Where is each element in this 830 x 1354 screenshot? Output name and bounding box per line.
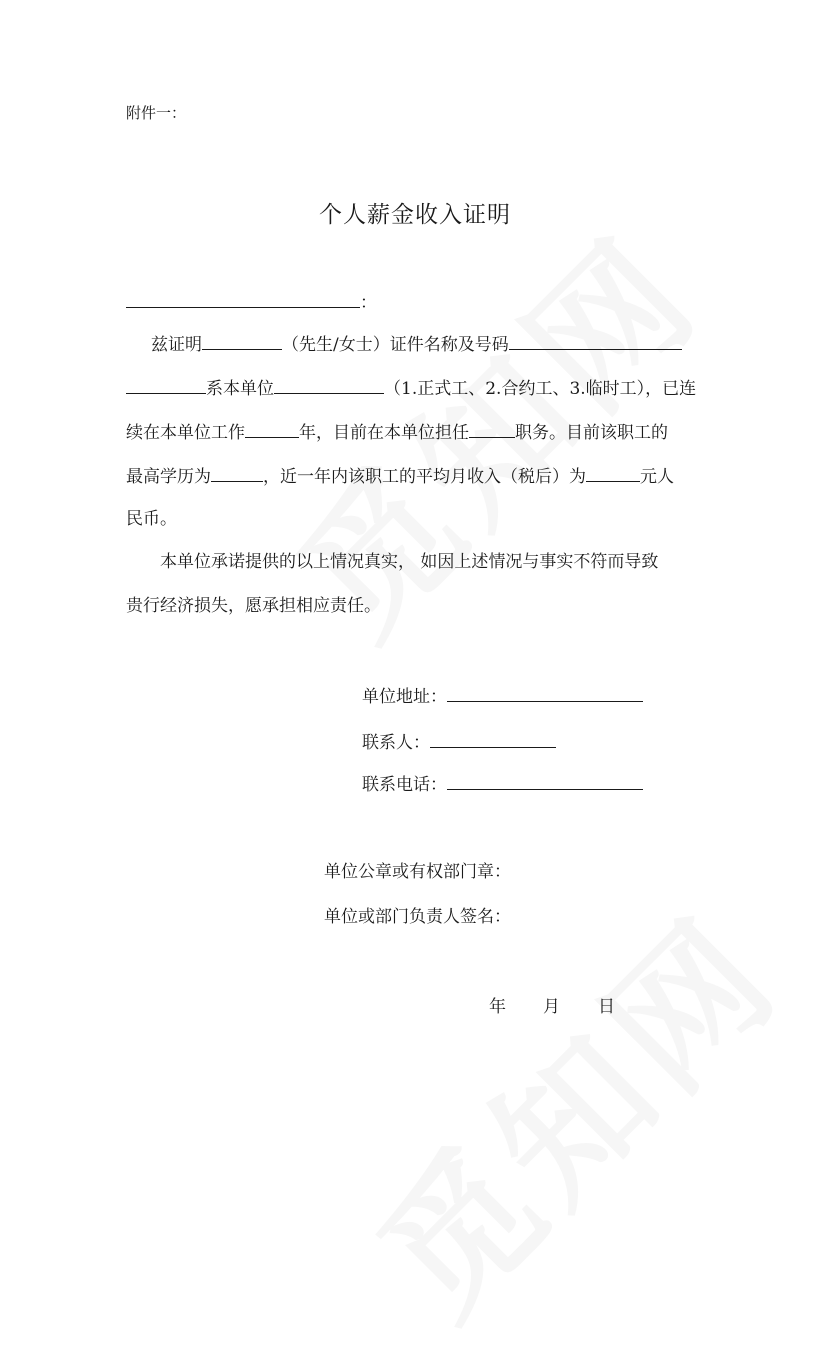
- body-text: 年，目前在本单位担任: [299, 423, 469, 443]
- position-blank[interactable]: [469, 419, 515, 438]
- page-title: 个人薪金收入证明: [319, 202, 511, 228]
- date-month: 月: [543, 997, 560, 1017]
- body-text: （1.正式工、2.合约工、3.临时工），已连: [384, 379, 697, 399]
- addressee-colon: ：: [360, 293, 377, 313]
- body-line-1: [151, 331, 682, 357]
- income-blank[interactable]: [586, 463, 640, 482]
- address-label: 单位地址：: [362, 687, 447, 707]
- signature-label: 单位或部门负责人签名：: [324, 907, 511, 927]
- date-year: 年: [489, 997, 506, 1017]
- phone-label: 联系电话：: [362, 775, 447, 795]
- body-line-2: [126, 375, 696, 401]
- education-blank[interactable]: [211, 463, 263, 482]
- phone-blank[interactable]: [447, 771, 643, 790]
- body-text: 最高学历为: [126, 467, 211, 487]
- body-text: 系本单位: [206, 379, 274, 399]
- contact-person-row: [362, 729, 556, 755]
- address-row: [362, 683, 643, 709]
- addressee-line: [126, 289, 377, 315]
- contact-person-blank[interactable]: [430, 729, 556, 748]
- body-text: 元人: [640, 467, 674, 487]
- body-line-4: [126, 463, 674, 489]
- name-blank[interactable]: [202, 331, 282, 350]
- body-text: 职务。目前该职工的: [515, 423, 668, 443]
- body-line-7: 贵行经济损失，愿承担相应责任。: [126, 596, 381, 616]
- id-number-blank[interactable]: [509, 331, 682, 350]
- body-line-5: 民币。: [126, 509, 177, 529]
- address-blank[interactable]: [447, 683, 643, 702]
- body-text: 兹证明: [151, 335, 202, 355]
- employment-type-blank[interactable]: [274, 375, 384, 394]
- addressee-blank[interactable]: [126, 289, 360, 308]
- body-text: （先生/女士）证件名称及号码: [282, 335, 509, 355]
- years-blank[interactable]: [245, 419, 299, 438]
- body-line-3: [126, 419, 668, 445]
- phone-row: [362, 771, 643, 797]
- seal-label: 单位公章或有权部门章：: [324, 862, 511, 882]
- body-line-6: 本单位承诺提供的以上情况真实， 如因上述情况与事实不符而导致: [160, 552, 659, 572]
- body-text: ，近一年内该职工的平均月收入（税后）为: [263, 467, 586, 487]
- date-day: 日: [598, 997, 615, 1017]
- body-text: 续在本单位工作: [126, 423, 245, 443]
- contact-person-label: 联系人：: [362, 733, 430, 753]
- watermark: [324, 862, 816, 1354]
- id-number-blank-cont[interactable]: [126, 375, 206, 394]
- attachment-label: 附件一：: [126, 104, 187, 122]
